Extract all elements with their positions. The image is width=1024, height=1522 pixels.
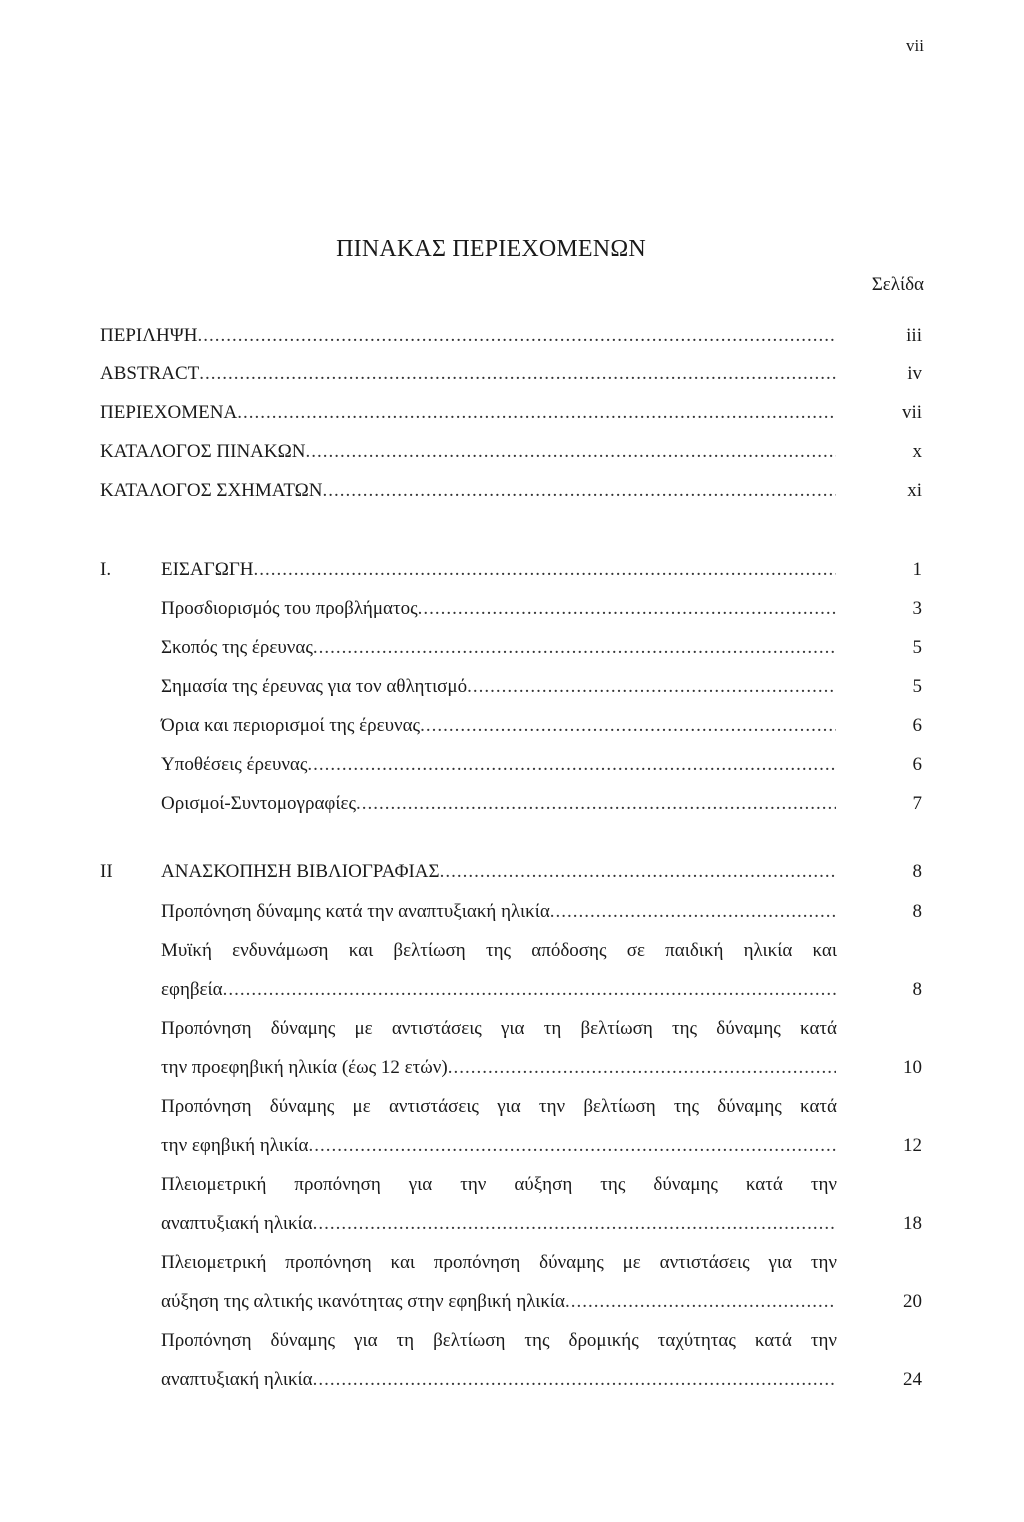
chapter-number: I.	[100, 559, 112, 580]
chapter-number: II	[100, 861, 113, 882]
toc-entry-section[interactable]	[161, 1126, 922, 1166]
toc-entry-section[interactable]	[161, 1204, 922, 1244]
toc-entry-chapter[interactable]	[100, 852, 922, 892]
entry-label: την εφηβική ηλικία	[161, 1135, 309, 1156]
entry-page-number: 6	[912, 715, 922, 736]
entry-label: Ορισμοί-Συντομογραφίες	[161, 793, 356, 814]
entry-label: αναπτυξιακή ηλικία	[161, 1369, 313, 1390]
entry-label: εφηβεία	[161, 979, 223, 1000]
entry-label: Σκοπός της έρευνας	[161, 637, 313, 658]
page-title: ΠΙΝΑΚΑΣ ΠΕΡΙΕΧΟΜΕΝΩΝ	[336, 236, 646, 262]
dot-leader	[313, 1204, 836, 1244]
entry-label: Υποθέσεις έρευνας	[161, 754, 308, 775]
entry-label-line1: Πλειομετρική προπόνηση για την αύξηση της δύναμης κατά την	[161, 1174, 837, 1195]
entry-label: ΚΑΤΑΛΟΓΟΣ ΠΙΝΑΚΩΝ	[100, 441, 306, 462]
toc-entry-front-matter[interactable]	[100, 471, 922, 511]
entry-page-number: 10	[903, 1057, 922, 1078]
dot-leader	[323, 471, 836, 511]
dot-leader	[467, 667, 836, 707]
entry-page-number: 8	[912, 979, 922, 1000]
entry-label: αύξηση της αλτικής ικανότητας στην εφηβική ηλικία	[161, 1291, 565, 1312]
toc-entry-section[interactable]	[161, 706, 922, 746]
dot-leader	[550, 892, 836, 932]
dot-leader	[254, 550, 836, 590]
page-column-label: Σελίδα	[871, 274, 924, 295]
toc-entry-front-matter[interactable]	[100, 354, 922, 394]
entry-label: αναπτυξιακή ηλικία	[161, 1213, 313, 1234]
dot-leader	[309, 1126, 836, 1166]
toc-entry-front-matter[interactable]	[100, 316, 922, 356]
entry-label-line1: Μυϊκή ενδυνάμωση και βελτίωση της απόδοσης σε παιδική ηλικία και	[161, 940, 837, 961]
entry-page-number: 5	[912, 637, 922, 658]
entry-label: ΑΝΑΣΚΟΠΗΣΗ ΒΙΒΛΙΟΓΡΑΦΙΑΣ	[161, 861, 440, 882]
dot-leader	[418, 589, 836, 629]
entry-label-line1: Πλειομετρική προπόνηση και προπόνηση δύναμης με αντιστάσεις για την	[161, 1252, 837, 1273]
toc-entry-front-matter[interactable]	[100, 432, 922, 472]
entry-label: ΠΕΡΙΛΗΨΗ	[100, 325, 198, 346]
toc-entry-section[interactable]	[161, 1282, 922, 1322]
entry-label-line1: Προπόνηση δύναμης με αντιστάσεις για την βελτίωση της δύναμης κατά	[161, 1096, 837, 1117]
entry-page-number: 6	[912, 754, 922, 775]
dot-leader	[307, 745, 836, 785]
dot-leader	[223, 970, 836, 1010]
toc-entry-section[interactable]	[161, 1360, 922, 1400]
entry-page-number: 5	[912, 676, 922, 697]
dot-leader	[237, 393, 836, 433]
entry-page-number: x	[912, 441, 922, 462]
entry-label: Σημασία της έρευνας για τον αθλητισμό	[161, 676, 468, 697]
toc-entry-section[interactable]	[161, 667, 922, 707]
dot-leader	[356, 784, 836, 824]
entry-label: ΚΑΤΑΛΟΓΟΣ ΣΧΗΜΑΤΩΝ	[100, 480, 323, 501]
dot-leader	[197, 316, 836, 356]
toc-entry-front-matter[interactable]	[100, 393, 922, 433]
entry-page-number: 1	[912, 559, 922, 580]
entry-label-line1: Προπόνηση δύναμης με αντιστάσεις για τη βελτίωση της δύναμης κατά	[161, 1018, 837, 1039]
entry-label-line1: Προπόνηση δύναμης για τη βελτίωση της δρομικής ταχύτητας κατά την	[161, 1330, 837, 1351]
entry-page-number: vii	[901, 402, 922, 423]
toc-entry-section[interactable]	[161, 970, 922, 1010]
entry-page-number: 12	[903, 1135, 922, 1156]
dot-leader	[199, 354, 836, 394]
toc-entry-section[interactable]	[161, 1048, 922, 1088]
dot-leader	[420, 706, 836, 746]
entry-page-number: 24	[903, 1369, 922, 1390]
entry-label: Όρια και περιορισμοί της έρευνας	[161, 715, 421, 736]
entry-page-number: 8	[912, 901, 922, 922]
dot-leader	[440, 852, 836, 892]
entry-label: ABSTRACT	[100, 363, 200, 384]
entry-page-number: 20	[903, 1291, 922, 1312]
entry-page-number: xi	[907, 480, 922, 501]
dot-leader	[305, 432, 836, 472]
dot-leader	[565, 1282, 836, 1322]
entry-page-number: 18	[903, 1213, 922, 1234]
entry-page-number: iv	[907, 363, 922, 384]
dot-leader	[313, 1360, 836, 1400]
toc-entry-section[interactable]	[161, 892, 922, 932]
entry-label: Προσδιορισμός του προβλήματος	[161, 598, 418, 619]
toc-entry-chapter[interactable]	[100, 550, 922, 590]
page-number: vii	[906, 36, 924, 55]
toc-entry-section[interactable]	[161, 784, 922, 824]
entry-label: Προπόνηση δύναμης κατά την αναπτυξιακή ηλικία	[161, 901, 550, 922]
dot-leader	[448, 1048, 836, 1088]
entry-page-number: 7	[912, 793, 922, 814]
entry-label: ΕΙΣΑΓΩΓΗ	[161, 559, 254, 580]
toc-entry-section[interactable]	[161, 745, 922, 785]
entry-page-number: iii	[906, 325, 922, 346]
toc-entry-section[interactable]	[161, 628, 922, 668]
entry-label: ΠΕΡΙΕΧΟΜΕΝΑ	[100, 402, 238, 423]
toc-entry-section[interactable]	[161, 589, 922, 629]
entry-page-number: 3	[912, 598, 922, 619]
entry-label: την προεφηβική ηλικία (έως 12 ετών)	[161, 1057, 448, 1078]
dot-leader	[313, 628, 836, 668]
entry-page-number: 8	[912, 861, 922, 882]
